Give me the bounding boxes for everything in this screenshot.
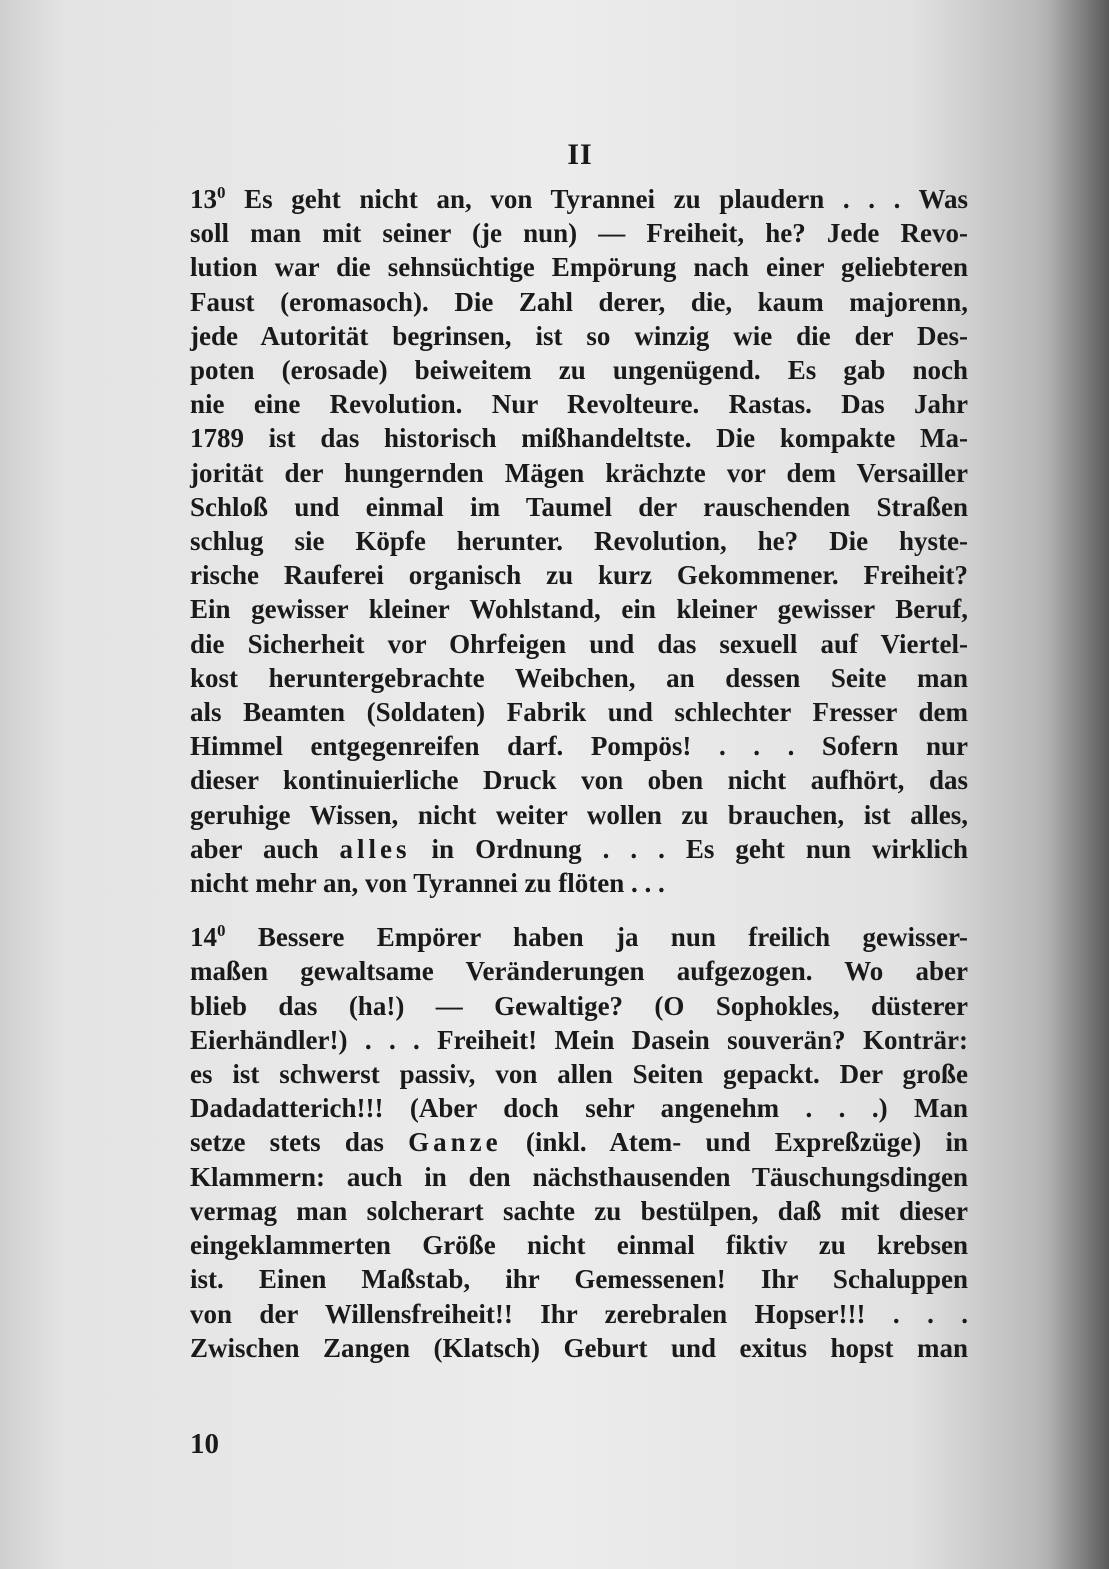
text-line: dieser kontinuierliche Druck von oben nicht aufhört, das <box>190 765 968 796</box>
text-line: Ein gewisser kleiner Wohlstand, ein kleiner gewisser Beruf, <box>190 594 968 625</box>
paragraph-number: 13 <box>190 184 217 214</box>
text-line: soll man mit seiner (je nun) — Freiheit, he? Jede Revo- <box>190 218 968 249</box>
text-line: nicht mehr an, von Tyrannei zu flöten . . . <box>190 868 665 899</box>
text-line: es ist schwerst passiv, von allen Seiten gepackt. Der große <box>190 1059 968 1090</box>
text-line: Himmel entgegenreifen darf. Pompös! . . . Sofern nur <box>190 731 968 762</box>
text-line: nie eine Revolution. Nur Revolteure. Rastas. Das Jahr <box>190 389 968 420</box>
text-line: blieb das (ha!) — Gewaltige? (O Sophokles, düsterer <box>190 990 968 1021</box>
page-number: 10 <box>190 1428 219 1460</box>
text-line: vermag man solcherart sachte zu bestülpen, daß mit dieser <box>190 1195 968 1226</box>
paragraph-13 <box>190 176 968 900</box>
text-line: rische Rauferei organisch zu kurz Gekommener. Freiheit? <box>190 560 968 591</box>
spaced-emphasis: alles <box>339 833 411 864</box>
text-line: Klammern: auch in den nächsthausenden Täuschungsdingen <box>190 1161 968 1192</box>
text-line: Zwischen Zangen (Klatsch) Geburt und exitus hopst man <box>190 1332 968 1363</box>
text-line: geruhige Wissen, nicht weiter wollen zu brauchen, ist alles, <box>190 799 968 830</box>
text-line: ist. Einen Maßstab, ihr Gemessenen! Ihr Schaluppen <box>190 1264 968 1295</box>
text-line: $14^0$ Bessere Empörer haben ja nun freilich gewisser- <box>190 921 969 953</box>
text-line: jede Autorität begrinsen, ist so winzig wie die der Des- <box>190 320 968 351</box>
text-line: Eierhändler!) . . . Freiheit! Mein Dasein souverän? Konträr: <box>190 1024 968 1055</box>
text-line: kost heruntergebrachte Weibchen, an dessen Seite man <box>190 662 968 693</box>
body-text <box>190 176 968 1365</box>
paragraph-number: 14 <box>190 922 217 953</box>
text-line: Dadadatterich!!! (Aber doch sehr angenehm . . .) Man <box>190 1093 968 1124</box>
text-line: setze stets das Ganze (inkl. Atem- und Expreßzüge) in <box>190 1127 968 1158</box>
paragraph-14 <box>190 914 968 1365</box>
text-line: eingeklammerten Größe nicht einmal fiktiv zu krebsen <box>190 1230 968 1261</box>
text-line: lution war die sehnsüchtige Empörung nach einer geliebteren <box>190 252 968 283</box>
page-edge-shadow <box>1049 0 1109 1569</box>
text-line: aber auch alles in Ordnung . . . Es geht nun wirklich <box>190 833 968 864</box>
chapter-heading: II <box>567 138 593 171</box>
text-line: 1789 ist das historisch mißhandeltste. Die kompakte Ma- <box>190 423 968 454</box>
degree-mark: 0 <box>217 921 226 941</box>
text-line: jorität der hungernden Mägen krächzte vor dem Versailler <box>190 457 968 488</box>
text-line: Faust (eromasoch). Die Zahl derer, die, kaum majorenn, <box>190 286 968 317</box>
text-line: Schloß und einmal im Taumel der rauschenden Straßen <box>190 491 968 522</box>
text-line: maßen gewaltsame Veränderungen aufgezogen. Wo aber <box>190 956 968 987</box>
text-line: $13^0$ Es geht nicht an, von Tyrannei zu plaudern . . . Was <box>190 183 969 214</box>
spaced-emphasis: Ganze <box>408 1127 502 1158</box>
text-line: die Sicherheit vor Ohrfeigen und das sexuell auf Viertel- <box>190 628 968 659</box>
text-line: von der Willensfreiheit!! Ihr zerebralen Hopser!!! . . . <box>190 1298 968 1329</box>
text-line: poten (erosade) beiweitem zu ungenügend. Es gab noch <box>190 355 968 386</box>
text-line: als Beamten (Soldaten) Fabrik und schlechter Fresser dem <box>190 697 968 728</box>
text-line: schlug sie Köpfe herunter. Revolution, he? Die hyste- <box>190 526 968 557</box>
degree-mark: 0 <box>217 183 226 202</box>
